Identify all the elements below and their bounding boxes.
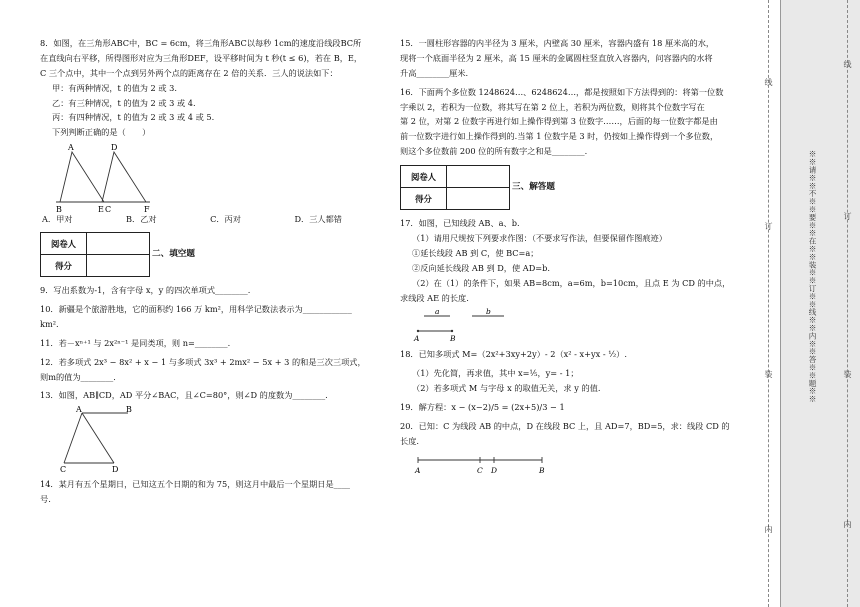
reviewer-field[interactable]: [87, 233, 150, 255]
q16-line-2: 字乘以 2，若积为一位数，将其写在第 2 位上，若积为两位数，则将其个位数字写在: [400, 101, 705, 112]
label-b: B: [126, 405, 132, 415]
sealed-band: [780, 0, 860, 607]
q12-line-1: 12．若多项式 2x³ − 8x² + x − 1 与多项式 3x³ + 2mx² − 5x + 3 的和是三次三项式，: [40, 356, 366, 367]
q10-line-1: 10．新疆是个旅游胜地，它的面积约 166 万 km²，用科学记数法表示为____________: [40, 304, 352, 315]
label-a-lower: a: [435, 307, 440, 317]
q18-sub1: （1）先化简，再求值，其中 x=⅕，y= - 1；: [412, 368, 579, 379]
triangle-def: [102, 152, 146, 202]
q11: 11．若－xⁿ⁺¹ 与 2x²ⁿ⁻¹ 是同类项，则 n=________.: [40, 337, 231, 348]
q10-line-2: km².: [40, 318, 59, 329]
point-b: [451, 330, 453, 332]
q8-statement-jia: 甲：有两种情况，t 的值为 2 或 3.: [52, 82, 177, 93]
q19: 19．解方程：x − (x−2)/5 = (2x+5)/3 − 1: [400, 402, 565, 413]
reviewer-label: 阅卷人: [41, 233, 87, 255]
label-f: F: [144, 205, 150, 215]
outer-mark-xian: 线: [843, 60, 852, 68]
q18-sub2: （2）若多项式 M 与字母 x 的取值无关，求 y 的值.: [412, 383, 601, 394]
segment-ac: [64, 413, 82, 463]
q14-line-1: 14．某月有五个星期日，已知这五个日期的和为 75，则这月中最后一个星期日是____: [40, 479, 351, 490]
label-b: B: [56, 205, 62, 215]
score-box-solution: [400, 165, 745, 210]
q14-line-2: 号.: [40, 494, 51, 505]
label-d: D: [491, 465, 498, 475]
q13: 13．如图，AB∥CD，AD 平分∠BAC，且∠C=80°，则∠D 的度数为________.: [40, 390, 328, 401]
q8-stem-line-1: 8．如图，在三角形ABC中，BC = 6cm，将三角形ABC以每秒 1cm的速度沿线段BC所: [40, 38, 362, 48]
reviewer-label: 阅卷人: [401, 166, 447, 188]
label-c: C: [477, 465, 483, 475]
score-field[interactable]: [447, 188, 510, 210]
inner-dashed-line: [768, 0, 769, 607]
q17-stem: 17．如图，已知线段 AB、a、b.: [400, 218, 520, 229]
section-title-fill-in: 二、填空题: [152, 249, 195, 260]
middle-column: [400, 38, 745, 476]
q8-option-d: D．三人都错: [294, 214, 342, 225]
q15-line-3: 升高________厘米.: [400, 67, 469, 78]
inner-mark-ding: 订: [764, 222, 773, 230]
inner-mark-xian: 线: [764, 78, 773, 86]
outer-mark-ding: 订: [843, 212, 852, 220]
q17-sub1a: ①延长线段 AB 到 C，使 BC=a；: [412, 247, 539, 258]
q20-segment-figure: [412, 452, 552, 476]
q8-option-c: C．丙对: [210, 214, 241, 225]
segment-ad: [82, 413, 114, 463]
score-field[interactable]: [87, 255, 150, 277]
score-label: 得分: [401, 188, 447, 210]
score-box-fill-in: [40, 232, 390, 277]
q20-line-1: 20．已知：C 为线段 AB 的中点，D 在线段 BC 上，且 AD=7，BD=5，求：线段 CD 的: [400, 421, 730, 432]
q16-line-3: 第 2 位，对第 2 位数字再进行如上操作得到第 3 位数字……，后面的每一位数字都是由: [400, 116, 718, 127]
q20-line-2: 长度.: [400, 435, 419, 446]
label-a: A: [68, 143, 74, 153]
q8-stem-line-2: 在直线向右平移，所得图形对应为三角形DEF，设平移时间为 t 秒(t ≤ 6)，若在 B，E，: [40, 52, 363, 63]
reviewer-field[interactable]: [447, 166, 510, 188]
q8-statement-bing: 丙：有四种情况，t 的值为 2 或 3 或 4 或 5.: [52, 112, 215, 123]
label-d: D: [112, 465, 119, 474]
no-answer-notice: ※※请※※不※※要※※在※※装※※订※※线※※内※※答※※题※※: [808, 150, 817, 403]
label-a: A: [76, 405, 82, 415]
left-column: [40, 38, 390, 513]
outer-mark-zhuang: 装: [843, 370, 852, 378]
q18-stem: 18．已知多项式 M=（2x²+3xy+2y）- 2（x² - x+yx - ½）.: [400, 349, 627, 360]
q8-option-b: B．乙对: [126, 214, 157, 225]
label-b: B: [450, 334, 456, 344]
label-b: B: [539, 465, 545, 475]
q12-line-2: 则m的值为________．: [40, 371, 122, 382]
q16-line-1: 16．下面两个多位数 1248624…、6248624…，都是按照如下方法得到的：将第一位数: [400, 86, 724, 97]
inner-mark-nei: 内: [764, 525, 773, 533]
q8-ask: 下列判断正确的是（ ）: [52, 127, 151, 138]
score-table: [400, 165, 510, 210]
outer-dashed-line: [847, 0, 848, 607]
q17-sub2-line-1: （2）在（1）的条件下，如果 AB=8cm，a=6m，b=10cm，且点 E 为 CD 的中点，: [412, 277, 731, 288]
q16-line-5: 则这个多位数前 200 位的所有数字之和是________.: [400, 146, 588, 157]
label-d: D: [111, 143, 118, 153]
label-b-lower: b: [486, 307, 491, 317]
score-label: 得分: [41, 255, 87, 277]
label-a: A: [414, 334, 420, 344]
label-a: A: [415, 465, 421, 475]
q8-options: [40, 214, 342, 226]
score-table: [40, 232, 150, 277]
label-c: C: [105, 205, 112, 215]
q8-stem-line-3: C 三个点中，其中一个点到另外两个点的距离存在 2 倍的关系．三人的说法如下：: [40, 67, 338, 78]
triangle-abc: [60, 152, 104, 202]
outer-mark-nei: 内: [843, 520, 852, 528]
q15-line-1: 15．一圆柱形容器的内半径为 3 厘米，内壁高 30 厘米，容器内盛有 18 厘米高的水，: [400, 38, 715, 48]
q17-sub1b: ②反向延长线段 AB 到 D，使 AD=b.: [412, 262, 550, 273]
q8-option-a: A．甲对: [42, 214, 73, 225]
q17-segments-figure: [412, 307, 512, 343]
q8-statement-yi: 乙：有三种情况，t 的值为 2 或 3 或 4.: [52, 97, 196, 108]
label-c: C: [60, 465, 67, 474]
section-title-solution: 三、解答题: [512, 182, 555, 193]
q17-sub2-line-2: 求线段 AE 的长度.: [400, 292, 469, 303]
q8-triangle-figure: [52, 142, 172, 214]
label-e: E: [98, 205, 104, 215]
q17-sub1: （1）请用尺规按下列要求作图：（不要求写作法，但要保留作图痕迹）: [412, 233, 667, 244]
point-a: [417, 330, 419, 332]
q15-line-2: 现将一个底面半径为 2 厘米，高 15 厘米的金属圆柱竖直放入容器内，问容器内的水将: [400, 52, 713, 63]
q13-parallel-figure: [54, 405, 144, 473]
q9: 9．写出系数为-1，含有字母 x，y 的四次单项式________.: [40, 285, 251, 296]
inner-mark-zhuang: 装: [764, 370, 773, 378]
q16-line-4: 前一位数字进行如上操作得到的.当第 1 位数字是 3 时，仍按如上操作得到一个多位数，: [400, 131, 719, 142]
